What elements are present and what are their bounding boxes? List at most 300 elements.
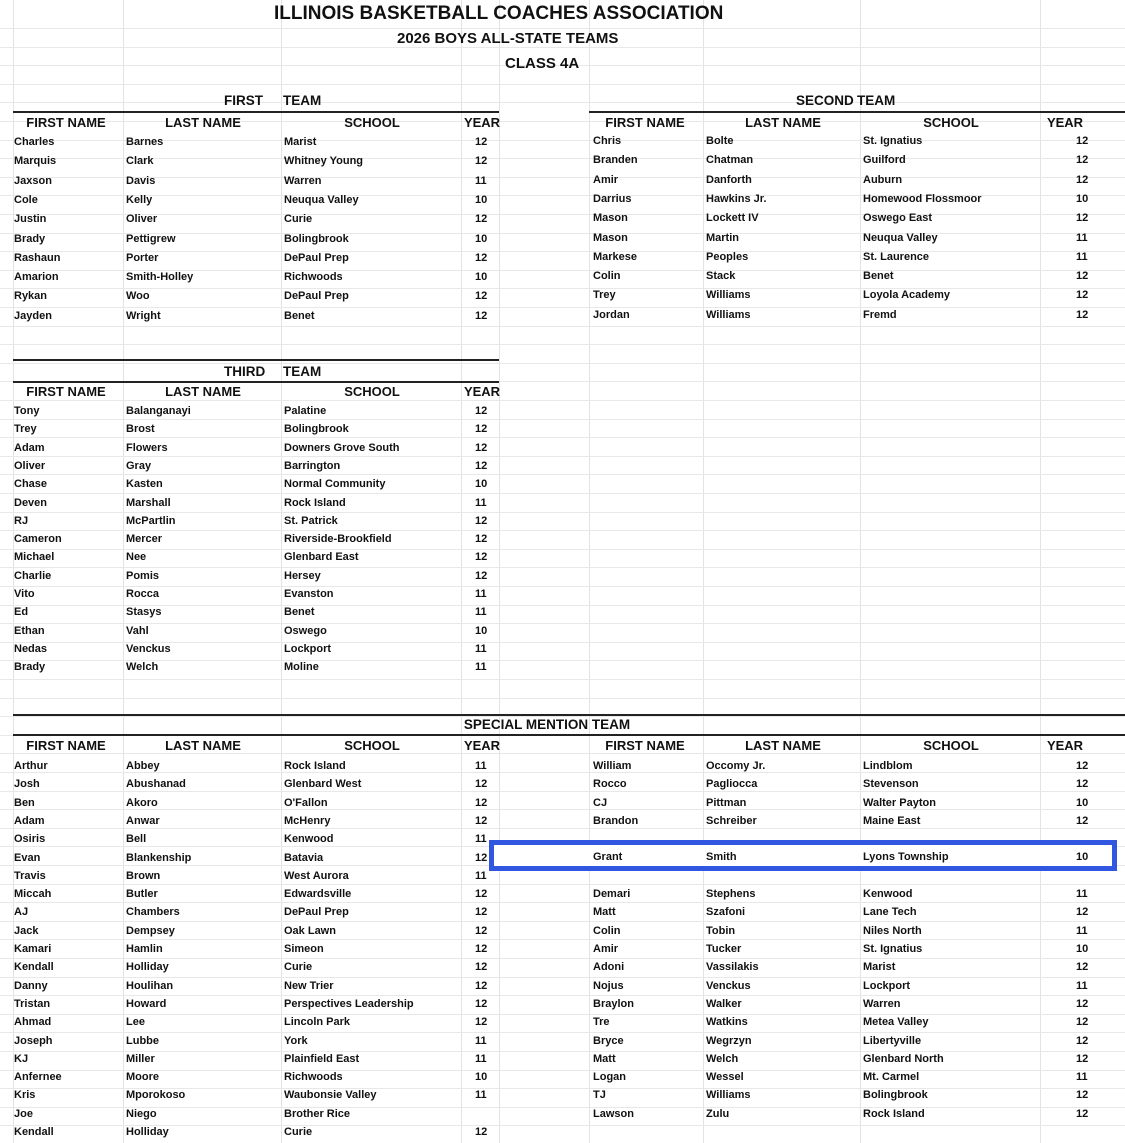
last-name-cell: Welch bbox=[706, 1052, 739, 1065]
first-name-cell: Deven bbox=[14, 496, 48, 509]
school-cell: Lindblom bbox=[863, 760, 913, 772]
last-name-cell: Bell bbox=[126, 833, 147, 846]
special-mention-title: SPECIAL MENTION TEAM bbox=[463, 717, 631, 732]
last-name-cell: Martin bbox=[706, 231, 739, 244]
grid-line bbox=[0, 958, 1125, 959]
last-name-cell: Stasys bbox=[126, 606, 162, 619]
first-team-title-b: TEAM bbox=[283, 93, 322, 108]
grid-line bbox=[0, 400, 1125, 401]
last-name-cell: Schreiber bbox=[706, 814, 757, 827]
year-cell: 12 bbox=[475, 851, 488, 864]
last-name-cell: Occomy Jr. bbox=[706, 760, 766, 772]
year-cell: 12 bbox=[1076, 289, 1089, 302]
year-cell: 12 bbox=[475, 405, 488, 417]
first-name-cell: Jayden bbox=[14, 309, 52, 322]
first-name-cell: Tre bbox=[593, 1016, 610, 1029]
year-cell: 12 bbox=[475, 924, 488, 937]
year-cell: 12 bbox=[475, 251, 488, 264]
first-name-cell: Lawson bbox=[593, 1107, 634, 1120]
class-label: CLASS 4A bbox=[505, 55, 580, 72]
school-cell: Oswego East bbox=[863, 212, 933, 225]
school-cell: Simeon bbox=[284, 943, 324, 955]
last-name-cell: Danforth bbox=[706, 173, 752, 186]
year-cell: 12 bbox=[475, 888, 488, 901]
first-name-cell: Rykan bbox=[14, 290, 48, 303]
year-cell: 10 bbox=[475, 271, 488, 284]
school-cell: Palatine bbox=[284, 405, 327, 417]
grid-line bbox=[589, 0, 590, 1143]
school-cell: Warren bbox=[284, 174, 322, 187]
school-cell: Neuqua Valley bbox=[863, 231, 938, 244]
first-name-cell: Tristan bbox=[14, 997, 51, 1010]
last-name-cell: Williams bbox=[706, 308, 751, 321]
grid-line bbox=[281, 0, 282, 1143]
grid-line bbox=[0, 251, 1125, 252]
last-name-cell: Venckus bbox=[706, 979, 751, 992]
school-cell: St. Ignatius bbox=[863, 943, 923, 955]
table-rule bbox=[589, 111, 1125, 113]
first-name-cell: Marquis bbox=[14, 155, 57, 168]
year-cell: 12 bbox=[475, 514, 488, 527]
first-team-title-a: FIRST bbox=[224, 93, 263, 108]
year-cell: 10 bbox=[1076, 796, 1089, 809]
school-cell: Oak Lawn bbox=[284, 924, 336, 937]
last-name-cell: Nee bbox=[126, 551, 147, 564]
school-cell: Auburn bbox=[863, 173, 903, 186]
last-name-cell: Howard bbox=[126, 997, 167, 1010]
first-name-cell: Kamari bbox=[14, 943, 52, 955]
school-cell: St. Ignatius bbox=[863, 135, 923, 147]
grid-line bbox=[0, 1032, 1125, 1033]
year-cell: 10 bbox=[475, 478, 488, 491]
grid-line bbox=[0, 214, 1125, 215]
last-name-cell: Marshall bbox=[126, 496, 171, 509]
first-name-cell: Amir bbox=[593, 943, 619, 955]
school-cell: Maine East bbox=[863, 814, 921, 827]
grid-line bbox=[0, 307, 1125, 308]
first-name-cell: Kendall bbox=[14, 1126, 54, 1138]
second-team-title-a: SECOND bbox=[796, 93, 854, 108]
last-name-cell: Wessel bbox=[706, 1071, 744, 1084]
school-cell: Whitney Young bbox=[284, 155, 364, 168]
last-name-cell: McPartlin bbox=[126, 514, 176, 527]
last-name-cell: Balanganayi bbox=[126, 405, 191, 417]
last-name-cell: Wright bbox=[126, 309, 161, 322]
year-cell: 12 bbox=[475, 533, 488, 546]
school-cell: Lane Tech bbox=[863, 906, 917, 919]
column-header-school: SCHOOL bbox=[923, 115, 979, 130]
first-name-cell: Danny bbox=[14, 979, 48, 992]
school-cell: Guilford bbox=[863, 154, 906, 167]
first-name-cell: Joe bbox=[14, 1107, 33, 1120]
school-cell: Downers Grove South bbox=[284, 441, 400, 454]
grid-line bbox=[0, 679, 1125, 680]
first-name-cell: Chris bbox=[593, 135, 622, 147]
year-cell: 12 bbox=[475, 459, 488, 472]
first-name-cell: Brady bbox=[14, 232, 46, 245]
grid-line bbox=[0, 28, 1125, 29]
school-cell: Lincoln Park bbox=[284, 1016, 351, 1029]
year-cell: 12 bbox=[475, 1016, 488, 1029]
school-cell: Bolingbrook bbox=[863, 1089, 928, 1102]
school-cell: St. Patrick bbox=[284, 514, 338, 527]
grid-line bbox=[0, 102, 1125, 103]
first-name-cell: Josh bbox=[14, 778, 40, 791]
school-cell: Plainfield East bbox=[284, 1052, 360, 1065]
last-name-cell: Butler bbox=[126, 888, 158, 901]
last-name-cell: Lockett IV bbox=[706, 212, 759, 225]
last-name-cell: Pomis bbox=[126, 569, 160, 582]
school-cell: Curie bbox=[284, 1126, 313, 1138]
column-header-school: SCHOOL bbox=[923, 738, 979, 753]
school-cell: Fremd bbox=[863, 308, 897, 321]
school-cell: Normal Community bbox=[284, 478, 386, 491]
year-cell: 12 bbox=[475, 136, 488, 148]
grid-line bbox=[0, 140, 1125, 141]
last-name-cell: Barnes bbox=[126, 136, 164, 148]
first-name-cell: Cameron bbox=[14, 533, 62, 546]
last-name-cell: Holliday bbox=[126, 1126, 169, 1138]
grid-line bbox=[0, 326, 1125, 327]
column-header-last: LAST NAME bbox=[165, 384, 241, 399]
year-cell: 11 bbox=[1076, 250, 1088, 263]
last-name-cell: Peoples bbox=[706, 250, 749, 263]
last-name-cell: Brown bbox=[126, 869, 161, 882]
last-name-cell: Stephens bbox=[706, 888, 756, 901]
last-name-cell: Clark bbox=[126, 155, 154, 168]
first-name-cell: AJ bbox=[14, 906, 29, 919]
first-name-cell: Jordan bbox=[593, 308, 630, 321]
year-cell: 11 bbox=[1076, 979, 1088, 992]
school-cell: Metea Valley bbox=[863, 1016, 929, 1029]
column-header-year: YEAR bbox=[463, 384, 501, 399]
last-name-cell: Flowers bbox=[126, 441, 168, 454]
year-cell: 10 bbox=[475, 624, 488, 637]
first-name-cell: Bryce bbox=[593, 1034, 624, 1047]
last-name-cell: Houlihan bbox=[126, 979, 174, 992]
school-cell: Warren bbox=[863, 997, 901, 1010]
first-name-cell: RJ bbox=[14, 514, 29, 527]
first-name-cell: Rocco bbox=[593, 778, 627, 791]
school-cell: Marist bbox=[863, 961, 896, 974]
school-cell: Glenbard West bbox=[284, 778, 362, 791]
table-rule bbox=[13, 359, 499, 361]
school-cell: Kenwood bbox=[284, 833, 334, 846]
year-cell: 10 bbox=[475, 193, 488, 206]
year-cell: 12 bbox=[475, 943, 488, 955]
first-name-cell: Evan bbox=[14, 851, 41, 864]
grid-line bbox=[0, 921, 1125, 922]
page-title: ILLINOIS BASKETBALL COACHES ASSOCIATION bbox=[274, 3, 724, 24]
first-name-cell: Grant bbox=[593, 851, 623, 863]
school-cell: Rock Island bbox=[863, 1107, 925, 1120]
first-name-cell: Adam bbox=[14, 441, 45, 454]
grid-line bbox=[0, 363, 1125, 364]
year-cell: 11 bbox=[475, 833, 487, 846]
school-cell: Curie bbox=[284, 961, 313, 974]
school-cell: Lockport bbox=[284, 642, 332, 655]
grid-line bbox=[0, 549, 1125, 550]
first-name-cell: TJ bbox=[593, 1089, 606, 1102]
year-cell: 12 bbox=[1076, 1107, 1089, 1120]
year-cell: 12 bbox=[475, 441, 488, 454]
year-cell: 12 bbox=[1076, 308, 1089, 321]
year-cell: 12 bbox=[1076, 906, 1089, 919]
last-name-cell: Gray bbox=[126, 459, 152, 472]
grid-line bbox=[123, 0, 124, 1143]
grid-line bbox=[0, 1051, 1125, 1052]
grid-line bbox=[0, 567, 1125, 568]
school-cell: DePaul Prep bbox=[284, 906, 349, 919]
year-cell: 11 bbox=[475, 760, 487, 772]
last-name-cell: Mercer bbox=[126, 533, 163, 546]
first-name-cell: Nojus bbox=[593, 979, 624, 992]
school-cell: Lockport bbox=[863, 979, 911, 992]
grid-line bbox=[0, 995, 1125, 996]
first-name-cell: Amarion bbox=[14, 271, 59, 284]
first-name-cell: Anfernee bbox=[14, 1071, 62, 1084]
school-cell: Stevenson bbox=[863, 778, 919, 791]
year-cell: 12 bbox=[475, 814, 488, 827]
first-name-cell: Vito bbox=[14, 588, 35, 600]
last-name-cell: Wegrzyn bbox=[706, 1034, 752, 1047]
grid-line bbox=[0, 288, 1125, 289]
column-header-year: YEAR bbox=[463, 115, 501, 130]
last-name-cell: Lee bbox=[126, 1016, 145, 1029]
first-name-cell: Braylon bbox=[593, 997, 634, 1010]
last-name-cell: Zulu bbox=[706, 1107, 730, 1120]
grid-line bbox=[0, 660, 1125, 661]
first-name-cell: Adam bbox=[14, 814, 45, 827]
first-name-cell: Brandon bbox=[593, 814, 639, 827]
first-name-cell: Trey bbox=[14, 423, 37, 436]
school-cell: New Trier bbox=[284, 979, 334, 992]
last-name-cell: Chatman bbox=[706, 154, 754, 167]
last-name-cell: Smith-Holley bbox=[126, 271, 194, 284]
table-rule bbox=[13, 734, 1125, 736]
first-name-cell: Branden bbox=[593, 154, 638, 167]
year-cell: 12 bbox=[1076, 760, 1089, 772]
first-name-cell: Travis bbox=[14, 869, 46, 882]
school-cell: Kenwood bbox=[863, 888, 913, 901]
first-name-cell: Charles bbox=[14, 136, 55, 148]
first-name-cell: Markese bbox=[593, 250, 638, 263]
school-cell: Batavia bbox=[284, 851, 324, 864]
grid-line bbox=[0, 753, 1125, 754]
last-name-cell: Woo bbox=[126, 290, 150, 303]
first-name-cell: Nedas bbox=[14, 642, 48, 655]
year-cell: 11 bbox=[1076, 888, 1088, 901]
first-name-cell: Colin bbox=[593, 924, 621, 937]
year-cell: 12 bbox=[475, 979, 488, 992]
grid-line bbox=[0, 1070, 1125, 1071]
first-name-cell: Adoni bbox=[593, 961, 625, 974]
school-cell: Richwoods bbox=[284, 1071, 343, 1084]
school-cell: Glenbard East bbox=[284, 551, 359, 564]
year-cell: 11 bbox=[475, 1034, 487, 1047]
school-cell: Curie bbox=[284, 213, 313, 226]
first-name-cell: Justin bbox=[14, 213, 47, 226]
last-name-cell: Miller bbox=[126, 1052, 155, 1065]
year-cell: 12 bbox=[1076, 997, 1089, 1010]
year-cell: 12 bbox=[475, 796, 488, 809]
first-name-cell: Mason bbox=[593, 231, 628, 244]
last-name-cell: Watkins bbox=[706, 1016, 748, 1029]
last-name-cell: Welch bbox=[126, 661, 159, 674]
first-name-cell: Michael bbox=[14, 551, 55, 564]
year-cell: 12 bbox=[475, 906, 488, 919]
first-name-cell: Charlie bbox=[14, 569, 52, 582]
year-cell: 11 bbox=[475, 496, 487, 509]
grid-line bbox=[0, 605, 1125, 606]
school-cell: Niles North bbox=[863, 924, 922, 937]
column-header-first: FIRST NAME bbox=[26, 115, 106, 130]
table-rule bbox=[13, 111, 499, 113]
year-cell: 12 bbox=[1076, 135, 1089, 147]
last-name-cell: Pittman bbox=[706, 796, 747, 809]
school-cell: Benet bbox=[284, 309, 315, 322]
grid-line bbox=[0, 512, 1125, 513]
first-name-cell: Trey bbox=[593, 289, 616, 302]
school-cell: Walter Payton bbox=[863, 796, 936, 809]
first-name-cell: Joseph bbox=[14, 1034, 53, 1047]
year-cell: 11 bbox=[475, 174, 487, 187]
school-cell: Neuqua Valley bbox=[284, 193, 359, 206]
last-name-cell: Pettigrew bbox=[126, 232, 176, 245]
year-cell: 12 bbox=[1076, 1016, 1089, 1029]
year-cell: 12 bbox=[475, 778, 488, 791]
grid-line bbox=[0, 586, 1125, 587]
last-name-cell: Bolte bbox=[706, 135, 734, 147]
last-name-cell: Akoro bbox=[126, 796, 158, 809]
school-cell: Homewood Flossmoor bbox=[863, 192, 982, 205]
school-cell: Bolingbrook bbox=[284, 423, 349, 436]
last-name-cell: Hamlin bbox=[126, 943, 163, 955]
school-cell: Hersey bbox=[284, 569, 321, 582]
first-name-cell: Amir bbox=[593, 173, 619, 186]
grid-line bbox=[461, 0, 462, 1143]
column-header-first: FIRST NAME bbox=[26, 738, 106, 753]
school-cell: Evanston bbox=[284, 588, 334, 600]
grid-line bbox=[0, 437, 1125, 438]
year-cell: 12 bbox=[1076, 1034, 1089, 1047]
school-cell: Brother Rice bbox=[284, 1107, 351, 1120]
page-subtitle: 2026 BOYS ALL-STATE TEAMS bbox=[397, 30, 619, 47]
school-cell: Moline bbox=[284, 661, 319, 674]
first-name-cell: Ethan bbox=[14, 624, 45, 637]
school-cell: West Aurora bbox=[284, 869, 349, 882]
year-cell: 11 bbox=[475, 869, 487, 882]
year-cell: 10 bbox=[475, 232, 488, 245]
column-header-school: SCHOOL bbox=[344, 384, 400, 399]
last-name-cell: Dempsey bbox=[126, 924, 175, 937]
last-name-cell: Tobin bbox=[706, 924, 736, 937]
last-name-cell: Hawkins Jr. bbox=[706, 192, 767, 205]
column-header-last: LAST NAME bbox=[745, 738, 821, 753]
school-cell: O'Fallon bbox=[284, 796, 328, 809]
first-name-cell: CJ bbox=[593, 796, 608, 809]
year-cell: 12 bbox=[1076, 1089, 1089, 1102]
column-header-school: SCHOOL bbox=[344, 115, 400, 130]
column-header-school: SCHOOL bbox=[344, 738, 400, 753]
first-name-cell: Jack bbox=[14, 924, 39, 937]
year-cell: 10 bbox=[1076, 943, 1089, 955]
first-name-cell: Tony bbox=[14, 405, 40, 417]
school-cell: Richwoods bbox=[284, 271, 343, 284]
table-rule bbox=[13, 714, 1125, 716]
column-header-first: FIRST NAME bbox=[26, 384, 106, 399]
year-cell: 11 bbox=[475, 1052, 487, 1065]
grid-line bbox=[0, 474, 1125, 475]
year-cell: 12 bbox=[1076, 778, 1089, 791]
grid-line bbox=[0, 177, 1125, 178]
school-cell: Libertyville bbox=[863, 1034, 922, 1047]
grid-line bbox=[0, 809, 1125, 810]
grid-line bbox=[1040, 0, 1041, 1143]
last-name-cell: Rocca bbox=[126, 588, 160, 600]
year-cell: 12 bbox=[1076, 270, 1089, 283]
highlight-box bbox=[489, 840, 1117, 871]
grid-line bbox=[0, 828, 1125, 829]
year-cell: 11 bbox=[475, 588, 487, 600]
year-cell: 11 bbox=[475, 661, 487, 674]
column-header-year: YEAR bbox=[463, 738, 501, 753]
year-cell: 12 bbox=[1076, 1052, 1089, 1065]
first-name-cell: Cole bbox=[14, 193, 38, 206]
school-cell: DePaul Prep bbox=[284, 290, 349, 303]
last-name-cell: Walker bbox=[706, 997, 742, 1010]
first-name-cell: Matt bbox=[593, 906, 616, 919]
grid-line bbox=[0, 1014, 1125, 1015]
last-name-cell: Szafoni bbox=[706, 906, 746, 919]
year-cell: 12 bbox=[1076, 173, 1089, 186]
last-name-cell: Kasten bbox=[126, 478, 163, 491]
grid-line bbox=[0, 902, 1125, 903]
grid-line bbox=[0, 884, 1125, 885]
first-name-cell: KJ bbox=[14, 1052, 29, 1065]
first-name-cell: Kendall bbox=[14, 961, 54, 974]
last-name-cell: Vassilakis bbox=[706, 961, 759, 974]
first-name-cell: Ed bbox=[14, 606, 29, 619]
first-name-cell: Jaxson bbox=[14, 174, 52, 187]
column-header-year: YEAR bbox=[1046, 115, 1084, 130]
year-cell: 12 bbox=[475, 551, 488, 564]
year-cell: 11 bbox=[475, 606, 487, 619]
year-cell: 12 bbox=[1076, 154, 1089, 167]
school-cell: Edwardsville bbox=[284, 888, 352, 901]
grid-line bbox=[0, 493, 1125, 494]
grid-line bbox=[0, 791, 1125, 792]
first-name-cell: Chase bbox=[14, 478, 48, 491]
column-header-last: LAST NAME bbox=[165, 115, 241, 130]
school-cell: Perspectives Leadership bbox=[284, 997, 414, 1010]
column-header-last: LAST NAME bbox=[165, 738, 241, 753]
first-name-cell: Ahmad bbox=[14, 1016, 52, 1029]
grid-line bbox=[0, 772, 1125, 773]
last-name-cell: Williams bbox=[706, 289, 751, 302]
first-name-cell: Miccah bbox=[14, 888, 52, 901]
year-cell: 12 bbox=[1076, 961, 1089, 974]
year-cell: 12 bbox=[475, 569, 488, 582]
school-cell: Loyola Academy bbox=[863, 289, 951, 302]
first-name-cell: Brady bbox=[14, 661, 46, 674]
school-cell: Waubonsie Valley bbox=[284, 1089, 377, 1102]
school-cell: York bbox=[284, 1034, 308, 1047]
grid-line bbox=[0, 456, 1125, 457]
year-cell: 12 bbox=[475, 290, 488, 303]
grid-line bbox=[703, 0, 704, 1143]
school-cell: Lyons Township bbox=[863, 851, 949, 863]
